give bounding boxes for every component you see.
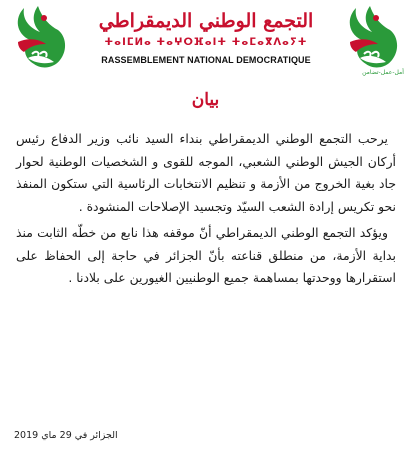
party-emblem-icon	[342, 4, 404, 76]
party-name-french: RASSEMBLEMENT NATIONAL DEMOCRATIQUE	[101, 55, 311, 65]
party-emblem-icon	[10, 4, 72, 76]
letterhead	[0, 0, 411, 84]
paragraph: ويؤكد التجمع الوطني الديمقراطي أنّ موقفه هذا نابع من خطّه الثابت منذ بداية الأزمة، من منطلق قناعته بأنّ الجزائر في حاجة إلى الحفاظ على استقرارها ووحدتها بمساهمة جميع الوطنيين الغيورين على بلادنا .	[16, 225, 396, 285]
statement-date: الجزائر في 29 ماي 2019	[14, 430, 118, 441]
party-name-arabic: التجمع الوطني الديمقراطي	[98, 10, 314, 32]
statement-title: بيان	[191, 90, 220, 110]
statement-body	[16, 128, 396, 290]
party-name-tifinagh: ⵜⴰⵏⵎⵍⴰ ⵜⴰⵖⵔⴼⴰⵏⵜ ⵜⴰⵎⴰⴳⴷⴰⵢⵜ	[104, 37, 308, 48]
paragraph: يرحب التجمع الوطني الديمقراطي بنداء السيد نائب وزير الدفاع رئيس أركان الجيش الوطني الشعبي، الموجه للقوى و الشخصيات الوطنية لحوار جاد بغية الخروج من الأزمة و تنظيم الانتخابات الرئاسية التي ستكون المنفذ نحو تكريس إرادة الشعب السيّد وتجسيد الإصلاحات المنشودة .	[16, 131, 396, 214]
party-slogan: أمل-عمل-تضامن	[362, 69, 404, 76]
